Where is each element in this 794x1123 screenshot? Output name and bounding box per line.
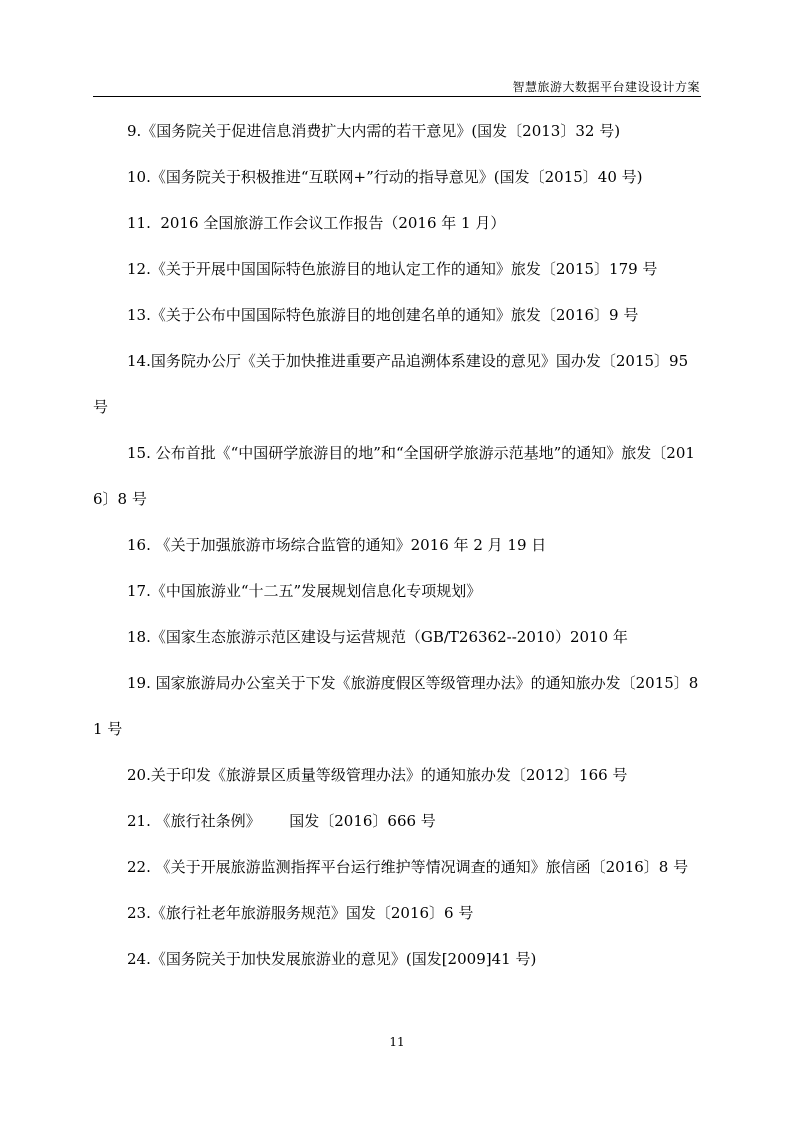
reference-item: 16. 《关于加强旅游市场综合监管的通知》2016 年 2 月 19 日: [127, 536, 547, 554]
reference-item: 21. 《旅行社条例》 国发〔2016〕666 号: [127, 812, 436, 830]
header-divider: [93, 96, 701, 97]
reference-item: 17.《中国旅游业“十二五”发展规划信息化专项规划》: [127, 582, 482, 600]
reference-item: 12.《关于开展中国国际特色旅游目的地认定工作的通知》旅发〔2015〕179 号: [127, 260, 658, 278]
reference-item: 13.《关于公布中国国际特色旅游目的地创建名单的通知》旅发〔2016〕9 号: [127, 306, 639, 324]
document-header-title: 智慧旅游大数据平台建设设计方案: [512, 80, 700, 94]
reference-item: 24.《国务院关于加快发展旅游业的意见》(国发[2009]41 号): [127, 950, 537, 968]
reference-item: 11. 2016 全国旅游工作会议工作报告（2016 年 1 月）: [127, 214, 506, 232]
reference-list: [93, 108, 703, 982]
reference-item: 22. 《关于开展旅游监测指挥平台运行维护等情况调查的通知》旅信函〔2016〕8 号: [127, 858, 689, 876]
page-number: 11: [389, 1035, 405, 1049]
reference-item: 9.《国务院关于促进信息消费扩大内需的若干意见》(国发〔2013〕32 号): [127, 122, 621, 140]
reference-item: 18.《国家生态旅游示范区建设与运营规范（GB/T26362--2010）2010 年: [127, 628, 628, 646]
reference-item: 20.关于印发《旅游景区质量等级管理办法》的通知旅办发〔2012〕166 号: [127, 766, 628, 784]
reference-item: 19. 国家旅游局办公室关于下发《旅游度假区等级管理办法》的通知旅办发〔2015〕81 号: [93, 674, 699, 738]
reference-item: 23.《旅行社老年旅游服务规范》国发〔2016〕6 号: [127, 904, 474, 922]
reference-item: 15. 公布首批《“中国研学旅游目的地”和“全国研学旅游示范基地”的通知》旅发〔2016〕8 号: [93, 444, 695, 508]
reference-item: 14.国务院办公厅《关于加快推进重要产品追溯体系建设的意见》国办发〔2015〕95 号: [93, 352, 693, 416]
reference-item: 10.《国务院关于积极推进“互联网+”行动的指导意见》(国发〔2015〕40 号): [127, 168, 643, 186]
